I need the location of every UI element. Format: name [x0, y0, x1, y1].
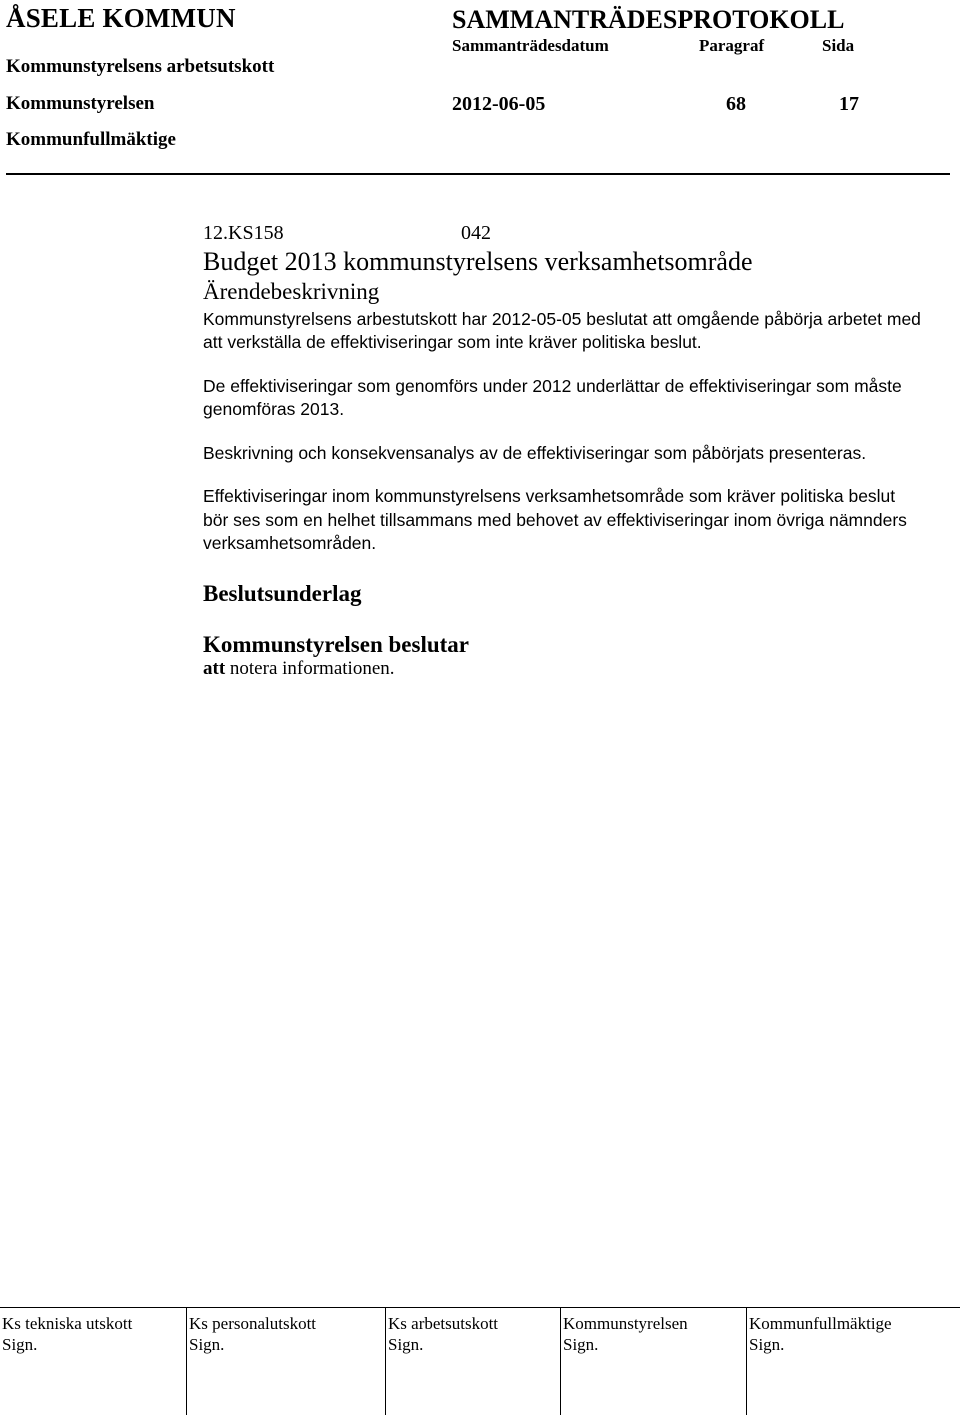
case-number-row [203, 222, 923, 246]
document-type: SAMMANTRÄDESPROTOKOLL [452, 5, 845, 34]
column-header-date: Sammanträdesdatum [452, 36, 609, 55]
signature-label: Ks tekniska utskott [2, 1314, 133, 1333]
body-name-kf: Kommunfullmäktige [6, 129, 176, 150]
page-number: 17 [839, 93, 859, 115]
meeting-date: 2012-06-05 [452, 93, 546, 115]
signature-cell-tekniska [0, 1308, 168, 1415]
body-name-ks: Kommunstyrelsen [6, 93, 155, 114]
item-title: Budget 2013 kommunstyrelsens verksamhetsområde [203, 246, 753, 276]
decision-line [203, 657, 923, 681]
paragraph-3: Beskrivning och konsekvensanalys av de effektiviseringar som påbörjats presenteras. [203, 442, 867, 463]
signature-cell-arbetsutskott [385, 1308, 543, 1415]
organization-name: ÅSELE KOMMUN [6, 3, 236, 33]
signature-sign: Sign. [749, 1335, 785, 1354]
signature-label: Ks arbetsutskott [388, 1314, 499, 1333]
case-number: 12.KS158 [203, 222, 284, 244]
signature-sign: Sign. [388, 1335, 424, 1354]
paragraph-1: Kommunstyrelsens arbestutskott har 2012-05-05 beslutat att omgående påbörja arbetet med att verkställa de effektiviseringar som inte kräver politiska beslut. [203, 308, 921, 352]
signature-label: Kommunfullmäktige [749, 1314, 892, 1333]
body-name-ksau: Kommunstyrelsens arbetsutskott [6, 56, 275, 77]
signature-footer [0, 1307, 960, 1415]
paragraph-4: Effektiviseringar inom kommunstyrelsens verksamhetsområde som kräver politiska beslut bör ses som en helhet tillsammans med behovet av effektiviseringar inom övriga nämnders verksamhetsområden. [203, 486, 907, 553]
paragraph-2: De effektiviseringar som genomförs under 2012 underlättar de effektiviseringar som måste genomföras 2013. [203, 375, 902, 419]
signature-label: Kommunstyrelsen [563, 1314, 688, 1333]
signature-cell-kommunfullmaktige [746, 1308, 959, 1415]
decision-att: att [203, 657, 226, 679]
heading-basis: Beslutsunderlag [203, 580, 362, 606]
column-header-paragraph: Paragraf [699, 36, 765, 55]
signature-label: Ks personalutskott [189, 1314, 317, 1333]
diary-number: 042 [461, 222, 491, 244]
decision-text: notera informationen. [229, 657, 395, 679]
header-divider [6, 173, 950, 175]
signature-sign: Sign. [189, 1335, 225, 1354]
paragraph-number: 68 [726, 93, 746, 115]
heading-description: Ärendebeskrivning [203, 278, 380, 304]
signature-cell-personal [186, 1308, 369, 1415]
column-header-page: Sida [822, 36, 855, 55]
signature-sign: Sign. [2, 1335, 38, 1354]
signature-cell-kommunstyrelsen [560, 1308, 731, 1415]
item-content [203, 222, 923, 680]
signature-sign: Sign. [563, 1335, 599, 1354]
heading-decision: Kommunstyrelsen beslutar [203, 632, 469, 657]
